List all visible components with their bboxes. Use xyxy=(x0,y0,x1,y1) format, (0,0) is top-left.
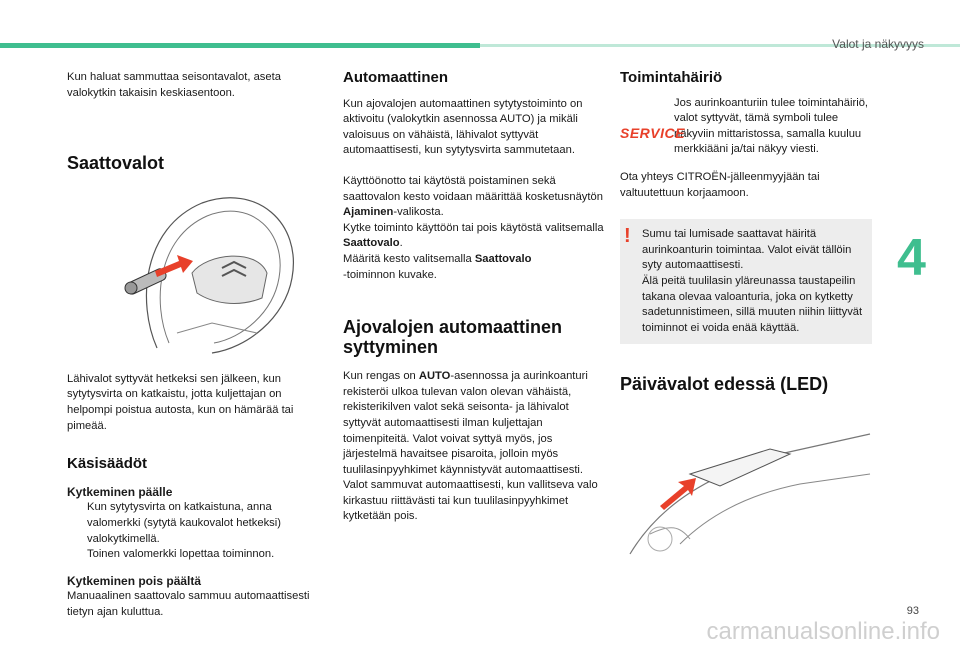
list-item xyxy=(67,547,322,563)
fault-block xyxy=(620,96,880,158)
column-2 xyxy=(343,70,605,525)
warning-icon: ! xyxy=(624,225,631,248)
chapter-number: 4 xyxy=(897,229,926,287)
warning-text-1: Sumu tai lumisade saattavat häiritä aurinkoanturin toimintaa. Valot eivät tällöin syty automaattisesti. xyxy=(642,228,852,272)
column-3 xyxy=(620,70,880,570)
watermark: carmanualsonline.info xyxy=(706,618,940,645)
list-item-text: Kun sytytysvirta on katkaistuna, anna valomerkki (sytytä kaukovalot hetkeksi) valokytkimellä. xyxy=(87,501,281,545)
saattovalot-description: Lähivalot syttyvät hetkeksi sen jälkeen, kun sytytysvirta on katkaistu, jotta kuljettajan on helpompi poistua autosta, kun on hämärää tai pimeää. xyxy=(67,372,294,432)
section-heading-automaattinen: Automaattinen xyxy=(343,69,448,86)
list-item xyxy=(67,500,322,547)
page-number: 93 xyxy=(906,605,919,617)
section-heading-toimintahairio: Toimintahäiriö xyxy=(620,69,723,86)
autolights-off-description: Valot sammuvat automaattisesti, kun vallitseva valo kirkastuu riittävästi tai kun tuulilasinpyyhkimet kytketään pois. xyxy=(343,479,598,523)
section-heading-paivavalot: Päivävalot edessä (LED) xyxy=(620,374,829,395)
section-heading-saattovalot: Saattovalot xyxy=(67,153,165,174)
autolights-description: Kun rengas on AUTO-asennossa ja aurinkoanturi rekisteröi ulkoa tulevan valon olevan vähäistä, rekisterikilven valot sekä seisonta- ja lähivalot syttyvät automaattisesti ilman kuljettajan toimenpiteitä. Valot voivat syttyä myös, jos järjestelmä havaitsee pisaroita, jolloin myös tuulilasinpyyhkimet käynnistyvät automaattisesti. xyxy=(343,370,588,476)
setup-text: Käyttöönotto tai käytöstä poistaminen sekä saattovalon kesto voidaan määrittää kosketusnäytön Ajaminen-valikosta. Kytke toiminto käyttöön tai pois käytöstä valitsemalla Saattovalo. Määritä kesto valitsemalla Saattovalo -toiminnon kuvake. xyxy=(343,174,604,281)
subheading-off: Kytkeminen pois päältä xyxy=(67,573,202,588)
subheading-on: Kytkeminen päälle xyxy=(67,484,173,499)
warning-text-2: Älä peitä tuulilasin yläreunassa taustapeilin takana olevaa valoanturia, joka on kytketty sadetunnistimeen, sillä muuten niihin liittyvät toiminnot ei voida enää käyttää. xyxy=(642,274,863,334)
list-item-text: Toinen valomerkki lopettaa toiminnon. xyxy=(87,548,275,561)
section-heading-ajovalot: Ajovalojen automaattinen syttyminen xyxy=(343,317,563,358)
headlight-illustration xyxy=(620,414,880,570)
contact-text: Ota yhteys CITROËN-jälleenmyyjään tai valtuutettuun korjaamoon. xyxy=(620,170,820,199)
intro-text: Kun haluat sammuttaa seisontavalot, aseta valokytkin takaisin keskiasentoon. xyxy=(67,71,281,99)
section-heading-kasisaadot: Käsisäädöt xyxy=(67,455,148,473)
column-1 xyxy=(67,70,322,621)
auto-description: Kun ajovalojen automaattinen sytytystoiminto on aktivoitu (valokytkin asennossa AUTO) ja mikäli valoisuus on vähäistä, lähivalot syttyvät automaattisesti, kun sytytysvirta sammutetaan. xyxy=(343,97,583,157)
fault-description: Jos aurinkoanturiin tulee toimintahäiriö, valot syttyvät, tämä symboli tulee näkyviin mittaristossa, samalla kuuluu merkkiääni ja/tai näkyy viesti. xyxy=(674,96,869,156)
off-description: Manuaalinen saattovalo sammuu automaattisesti tietyn ajan kuluttua. xyxy=(67,590,310,618)
bullet-icon xyxy=(67,547,87,563)
section-title: Valot ja näkyvyys xyxy=(832,37,924,51)
bullet-icon xyxy=(67,500,87,547)
warning-box xyxy=(620,219,872,344)
service-warning-icon: SERVICE xyxy=(620,124,685,141)
header-accent-bar xyxy=(0,43,480,48)
steering-wheel-illustration xyxy=(117,183,322,364)
